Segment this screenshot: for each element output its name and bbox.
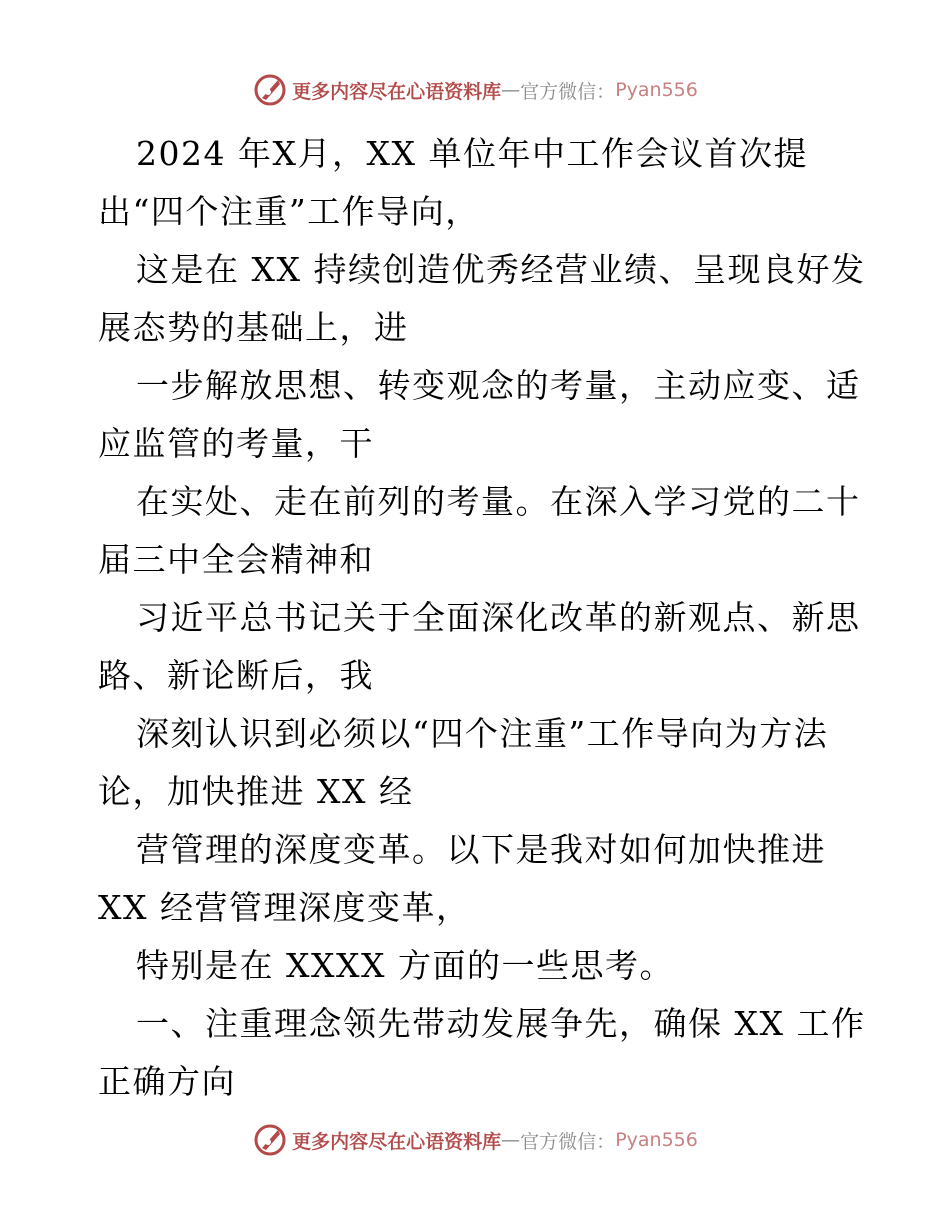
text-line: 营管理的深度变革。以下是我对如何加快推进: [136, 830, 826, 869]
section-heading: 一、注重理念领先带动发展争先，确保 XX 工作: [136, 1004, 866, 1043]
text-line: 在实处、走在前列的考量。在深入学习党的二十: [136, 482, 861, 521]
quill-logo-icon: [252, 1122, 288, 1158]
text-line: 展态势的基础上，进: [98, 308, 409, 347]
text-line: 论，加快推进 XX 经: [98, 772, 414, 811]
watermark-dash: —: [501, 1129, 521, 1151]
watermark-wechat-id: Pyan556: [615, 79, 698, 101]
watermark-dash: —: [501, 79, 521, 101]
text-line: 路、新论断后，我: [98, 656, 374, 695]
text-line: 2024 年X月，XX 单位年中工作会议首次提: [136, 134, 808, 173]
quill-logo-icon: [252, 72, 288, 108]
header-watermark: [0, 70, 950, 110]
watermark-label: 官方微信：: [520, 80, 616, 103]
text-line: 出“四个注重”工作导向，: [98, 192, 480, 231]
text-line: 这是在 XX 持续创造优秀经营业绩、呈现良好发: [136, 250, 866, 289]
text-line: 特别是在 XXXX 方面的一些思考。: [136, 946, 674, 985]
text-line: 应监管的考量，干: [98, 424, 374, 463]
document-body: [98, 125, 866, 1111]
watermark-brand: 更多内容尽在心语资料库: [292, 80, 502, 103]
text-line: 习近平总书记关于全面深化改革的新观点、新思: [136, 598, 861, 637]
text-line: 深刻认识到必须以“四个注重”工作导向为方法: [136, 714, 829, 753]
section-heading-continued: 正确方向: [98, 1062, 236, 1101]
text-line: 一步解放思想、转变观念的考量，主动应变、适: [136, 366, 861, 405]
watermark-wechat-id: Pyan556: [615, 1129, 698, 1151]
text-line: 届三中全会精神和: [98, 540, 374, 579]
watermark-label: 官方微信：: [520, 1130, 616, 1153]
text-line: XX 经营管理深度变革，: [98, 888, 471, 927]
footer-watermark: [0, 1120, 950, 1160]
watermark-brand: 更多内容尽在心语资料库: [292, 1130, 502, 1153]
